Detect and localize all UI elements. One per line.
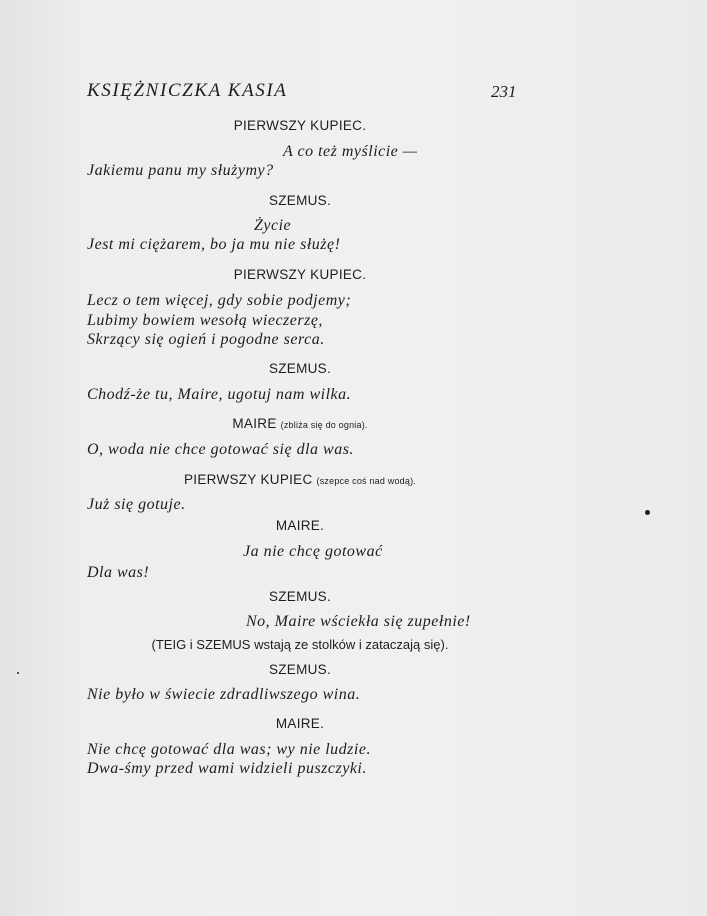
verse-line: Życie xyxy=(254,217,292,234)
stage-direction: (szepce coś nad wodą). xyxy=(316,476,416,486)
verse-line: Lecz o tem więcej, gdy sobie podjemy; xyxy=(87,292,352,309)
speaker-name: SZEMUS. xyxy=(268,193,332,208)
verse-line: Dla was! xyxy=(87,564,150,581)
speaker-name: MAIRE. xyxy=(275,518,325,533)
verse-line: Już się gotuje. xyxy=(87,496,186,513)
ink-speck xyxy=(17,672,19,674)
verse-line: Jest mi ciężarem, bo ja mu nie służę! xyxy=(87,236,341,253)
speaker-name: SZEMUS. xyxy=(268,662,332,677)
speaker-heading xyxy=(0,471,600,489)
speaker-name: SZEMUS. xyxy=(268,361,332,376)
verse-line: A co też myślicie — xyxy=(283,143,418,160)
page-number: 231 xyxy=(491,82,517,101)
verse-line: Lubimy bowiem wesołą wieczerzę, xyxy=(87,312,323,329)
speaker-name: MAIRE xyxy=(232,416,277,431)
speaker-name: PIERWSZY KUPIEC. xyxy=(233,118,367,133)
stage-direction: (TEIG i SZEMUS wstają ze stolków i zataczają się). xyxy=(151,637,449,652)
speaker-name: PIERWSZY KUPIEC xyxy=(184,472,313,487)
speaker-heading xyxy=(0,415,600,433)
verse-line: O, woda nie chce gotować się dla was. xyxy=(87,441,354,458)
verse-line: No, Maire wściekła się zupełnie! xyxy=(246,613,471,630)
running-header-title: KSIĘŻNICZKA KASIA xyxy=(87,80,288,101)
ink-speck xyxy=(645,510,650,515)
verse-line: Ja nie chcę gotować xyxy=(243,543,383,560)
speaker-name: MAIRE. xyxy=(275,716,325,731)
verse-line: Skrzący się ogień i pogodne serca. xyxy=(87,331,325,348)
verse-line: Nie chcę gotować dla was; wy nie ludzie. xyxy=(87,741,371,758)
speaker-name: SZEMUS. xyxy=(268,589,332,604)
stage-direction: (zbliża się do ognia). xyxy=(280,420,368,430)
speaker-name: PIERWSZY KUPIEC. xyxy=(233,267,367,282)
verse-line: Jakiemu panu my służymy? xyxy=(87,162,274,179)
verse-line: Dwa-śmy przed wami widzieli puszczyki. xyxy=(87,760,367,777)
verse-line: Chodź-że tu, Maire, ugotuj nam wilka. xyxy=(87,386,352,403)
verse-line: Nie było w świecie zdradliwszego wina. xyxy=(87,686,361,703)
